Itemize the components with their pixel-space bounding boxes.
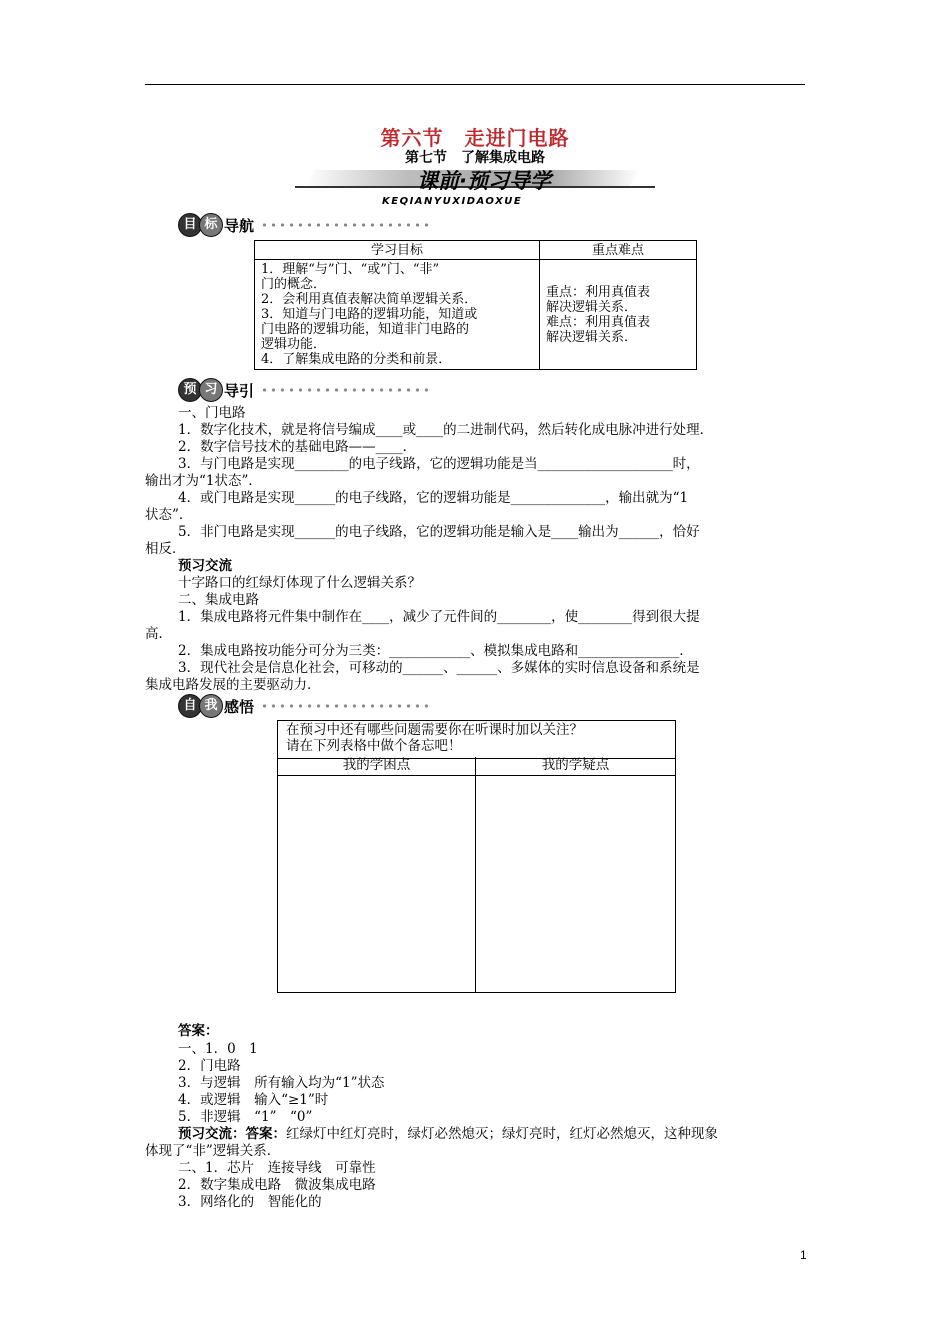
section-banner	[295, 166, 655, 192]
key-line: 解决逻辑关系．	[546, 299, 638, 315]
memo-column-divider	[475, 757, 476, 992]
goal-line: 门的概念．	[261, 277, 327, 292]
key-line: 难点：利用真值表	[546, 314, 651, 330]
answer-line: 体现了“非”逻辑关系．	[145, 1143, 281, 1159]
answer-exchange-text: 红绿灯中红灯亮时，绿灯必然熄灭；绿灯亮时，红灯必然熄灭，这种现象	[286, 1126, 718, 1142]
memo-col-difficulties: 我的学困点	[342, 757, 411, 773]
goal-line: 逻辑功能．	[261, 337, 327, 352]
dotted-divider	[260, 387, 430, 393]
section-header-label: 感悟	[224, 697, 255, 716]
body-line: 集成电路发展的主要驱动力．	[145, 677, 321, 693]
goal-line: 1．理解“与”门、“或”门、“非”	[261, 262, 440, 277]
page-title: 第六节 走进门电路	[380, 126, 570, 150]
section-header-label: 导引	[224, 381, 255, 400]
answers-heading: 答案：	[178, 1023, 219, 1039]
body-line: 状态”．	[145, 507, 193, 523]
goal-line: 4．了解集成电路的分类和前景．	[261, 352, 452, 367]
table-header-row	[255, 241, 697, 260]
body-line: 2．数字信号技术的基础电路——____．	[178, 439, 417, 455]
badge-icon: 标	[199, 213, 223, 237]
banner-title: 课前·预习导学	[417, 169, 551, 193]
header-rule	[145, 84, 805, 85]
badge-icon: 目	[178, 213, 202, 237]
goal-line: 3．知道与门电路的逻辑功能，知道或	[261, 307, 478, 322]
answer-exchange-label: 预习交流：答案：	[178, 1126, 286, 1142]
goal-line: 2．会利用真值表解决简单逻辑关系．	[261, 292, 478, 307]
dotted-divider	[260, 703, 430, 709]
body-line: 相反．	[145, 541, 186, 557]
answer-line: 4．或逻辑 输入“≥1”时	[178, 1092, 329, 1108]
badge-icon: 习	[199, 378, 223, 402]
body-line: 2．集成电路按功能分可分为三类：____________、模拟集成电路和_______________．	[178, 643, 693, 659]
memo-prompt-line: 在预习中还有哪些问题需要你在听课时加以关注？	[286, 722, 583, 738]
table-header-goals: 学习目标	[255, 241, 540, 260]
body-line: 5．非门电路是实现______的电子线路，它的逻辑功能是输入是____输出为______，恰好	[178, 524, 700, 540]
badge-icon: 我	[199, 694, 223, 718]
body-line: 一、门电路	[178, 405, 246, 421]
keys-cell	[540, 260, 697, 370]
body-line: 高．	[145, 626, 172, 642]
goal-line: 门电路的逻辑功能，知道非门电路的	[261, 322, 470, 337]
body-line: 4．或门电路是实现______的电子线路，它的逻辑功能是______________，输出就为“1	[178, 490, 689, 506]
body-line: 十字路口的红绿灯体现了什么逻辑关系？	[178, 575, 421, 591]
section-header-goals	[178, 213, 430, 237]
key-line: 解决逻辑关系．	[546, 329, 638, 345]
answer-line: 5．非逻辑 “1” “0”	[178, 1109, 313, 1125]
memo-col-doubts: 我的学疑点	[541, 757, 610, 773]
body-line: 二、集成电路	[178, 592, 259, 608]
goal-table	[254, 240, 697, 370]
page-subtitle: 第七节 了解集成电路	[405, 150, 545, 166]
answer-line: 二、1．芯片 连接导线 可靠性	[178, 1160, 376, 1176]
body-line: 3．现代社会是信息化社会，可移动的______、______、多媒体的实时信息设备和系统是	[178, 660, 700, 676]
answer-line: 2．数字集成电路 微波集成电路	[178, 1177, 376, 1193]
preview-exchange-heading: 预习交流	[178, 558, 232, 574]
badge-icon: 预	[178, 378, 202, 402]
section-header-preview	[178, 378, 430, 402]
key-line: 重点：利用真值表	[546, 284, 651, 300]
body-line: 1．数字化技术，就是将信号编成____或____的二进制代码，然后转化成电脉冲进行处理．	[178, 422, 714, 438]
table-header-keys: 重点难点	[540, 241, 697, 260]
memo-table	[277, 720, 676, 993]
body-line: 输出才为“1状态”．	[145, 473, 262, 489]
answer-line: 3．网络化的 智能化的	[178, 1194, 322, 1210]
body-line: 1．集成电路将元件集中制作在____，减少了元件间的________，使________得到很大提	[178, 609, 700, 625]
badge-icon: 自	[178, 694, 202, 718]
memo-prompt-line: 请在下列表格中做个备忘吧！	[286, 738, 462, 754]
answer-exchange-line	[178, 1126, 718, 1143]
answer-line: 一、1．0 1	[178, 1041, 258, 1057]
banner-pinyin: KEQIANYUXIDAOXUE	[382, 196, 523, 207]
dotted-divider	[260, 222, 430, 228]
goals-cell	[255, 260, 540, 370]
answer-line: 2．门电路	[178, 1058, 241, 1074]
memo-column-headers	[278, 757, 675, 776]
body-line: 3．与门电路是实现________的电子线路，它的逻辑功能是当____________________时，	[178, 456, 700, 472]
section-header-label: 导航	[224, 216, 255, 235]
table-row	[255, 260, 697, 370]
page-number: 1	[800, 1248, 807, 1262]
answer-line: 3．与逻辑 所有输入均为“1”状态	[178, 1075, 385, 1091]
section-header-reflect	[178, 694, 430, 718]
memo-prompt	[278, 721, 675, 759]
